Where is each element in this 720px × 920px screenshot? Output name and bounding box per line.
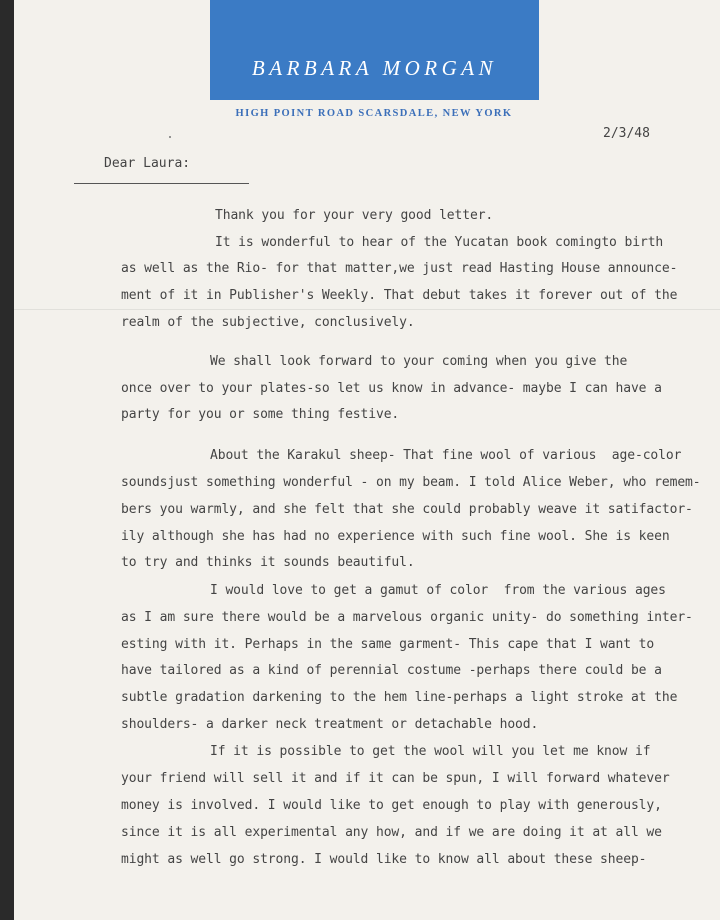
letterhead-banner — [210, 0, 539, 100]
ink-speck — [169, 136, 171, 138]
body-line: as well as the Rio- for that matter,we just read Hasting House announce- — [121, 261, 678, 276]
body-line: once over to your plates-so let us know in advance- maybe I can have a — [121, 381, 662, 396]
body-line: to try and thinks it sounds beautiful. — [121, 555, 415, 570]
salutation: Dear Laura: — [104, 156, 191, 171]
body-line: It is wonderful to hear of the Yucatan book comingto birth — [215, 235, 664, 250]
letter-date: 2/3/48 — [603, 126, 650, 141]
letterhead-address: HIGH POINT ROAD SCARSDALE, NEW YORK — [235, 108, 513, 119]
body-line: bers you warmly, and she felt that she could probably weave it satifactor- — [121, 502, 693, 517]
body-line: your friend will sell it and if it can be spun, I will forward whatever — [121, 771, 670, 786]
body-line: Thank you for your very good letter. — [215, 208, 494, 223]
body-line: About the Karakul sheep- That fine wool of various age-color — [210, 448, 682, 463]
body-line: subtle gradation darkening to the hem line-perhaps a light stroke at the — [121, 690, 678, 705]
body-line: If it is possible to get the wool will you let me know if — [210, 744, 651, 759]
body-line: party for you or some thing festive. — [121, 407, 400, 422]
paper-fold — [14, 309, 720, 310]
body-line: since it is all experimental any how, and if we are doing it at all we — [121, 825, 662, 840]
body-line: might as well go strong. I would like to know all about these sheep- — [121, 852, 647, 867]
letter-page — [14, 0, 720, 920]
body-line: money is involved. I would like to get enough to play with generously, — [121, 798, 662, 813]
body-line: as I am sure there would be a marvelous organic unity- do something inter- — [121, 610, 693, 625]
body-line: shoulders- a darker neck treatment or detachable hood. — [121, 717, 539, 732]
body-line: ily although she has had no experience with such fine wool. She is keen — [121, 529, 670, 544]
body-line: I would love to get a gamut of color from the various ages — [210, 583, 666, 598]
body-line: realm of the subjective, conclusively. — [121, 315, 415, 330]
body-line: We shall look forward to your coming when you give the — [210, 354, 628, 369]
body-line: have tailored as a kind of perennial costume -perhaps there could be a — [121, 663, 662, 678]
salutation-underline — [74, 183, 249, 184]
body-line: ment of it in Publisher's Weekly. That debut takes it forever out of the — [121, 288, 678, 303]
body-line: esting with it. Perhaps in the same garment- This cape that I want to — [121, 637, 655, 652]
body-line: soundsjust something wonderful - on my beam. I told Alice Weber, who remem- — [121, 475, 701, 490]
letterhead-name: BARBARA MORGAN — [251, 56, 498, 80]
